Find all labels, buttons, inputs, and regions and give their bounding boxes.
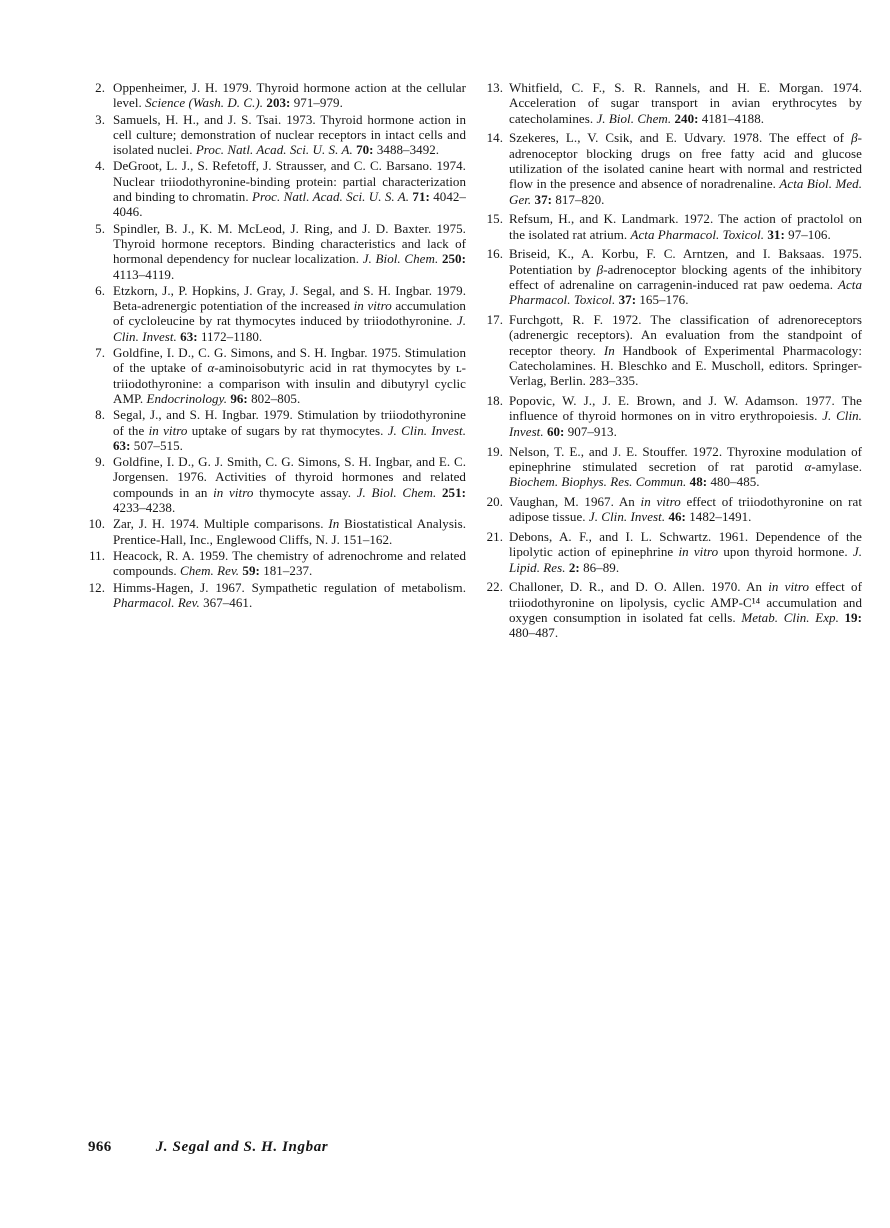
reference-text: Nelson, T. E., and J. E. Stouffer. 1972. Thyroxine modulation of epinephrine stimulated secretion of rat parotid α-amylase. Biochem. Biophys. Res. Commun. 48: 480–485.	[509, 443, 862, 490]
reference-text: Briseid, K., A. Korbu, F. C. Arntzen, and I. Baksaas. 1975. Potentiation by β-adrenoceptor blocking agents of the inhibitory effect of adrenaline on carragenin-induced rat paw oedema. Acta Pharmacol. Toxicol. 37: 165–176.	[509, 246, 862, 308]
reference-entry	[88, 221, 466, 282]
reference-text: DeGroot, L. J., S. Refetoff, J. Strausser, and C. C. Barsano. 1974. Nuclear triiodothyronine-binding protein: partial characterization and binding to chromatin. Proc. Natl. Acad. Sci. U. S. A. 71: 4042–4046.	[113, 158, 466, 220]
reference-text: Goldfine, I. D., G. J. Smith, C. G. Simons, S. H. Ingbar, and E. C. Jorgensen. 1976. Activities of thyroid hormones and related compounds in an in vitro thymocyte assay. J. Biol. Chem. 251: 4233–4238.	[113, 454, 466, 516]
reference-number: 14.	[486, 130, 503, 146]
reference-number: 6.	[95, 282, 105, 298]
reference-number: 18.	[486, 393, 503, 409]
references-column-right	[484, 80, 862, 645]
reference-entry	[484, 579, 862, 640]
reference-number: 4.	[95, 158, 105, 174]
reference-entry	[88, 454, 466, 515]
reference-text: Popovic, W. J., J. E. Brown, and J. W. Adamson. 1977. The influence of thyroid hormones on in vitro erythropoiesis. J. Clin. Invest. 60: 907–913.	[509, 393, 862, 439]
reference-entry	[88, 580, 466, 611]
reference-entry	[88, 345, 466, 406]
reference-entry	[484, 312, 862, 388]
reference-number: 2.	[95, 80, 105, 95]
reference-entry	[484, 494, 862, 525]
reference-entry	[88, 283, 466, 344]
reference-text: Spindler, B. J., K. M. McLeod, J. Ring, and J. D. Baxter. 1975. Thyroid hormone receptors. Binding characteristics and lack of hormonal dependency for nuclear localization. J. Biol. Chem. 250: 4113–4119.	[113, 220, 466, 282]
reference-text: Oppenheimer, J. H. 1979. Thyroid hormone action at the cellular level. Science (Wash. D. C.). 203: 971–979.	[113, 80, 466, 111]
reference-number: 20.	[486, 493, 503, 509]
reference-text: Whitfield, C. F., S. R. Rannels, and H. E. Morgan. 1974. Acceleration of sugar transport in avian erythrocytes by catecholamines. J. Biol. Chem. 240: 4181–4188.	[509, 80, 862, 126]
reference-text: Debons, A. F., and I. L. Schwartz. 1961. Dependence of the lipolytic action of epinephrine in vitro upon thyroid hormone. J. Lipid. Res. 2: 86–89.	[509, 529, 862, 575]
reference-text: Zar, J. H. 1974. Multiple comparisons. In Biostatistical Analysis. Prentice-Hall, Inc., Englewood Cliffs, N. J. 151–162.	[113, 516, 467, 547]
reference-text: Goldfine, I. D., C. G. Simons, and S. H. Ingbar. 1975. Stimulation of the uptake of α-aminoisobutyric acid in rat thymocytes by ʟ-triiodothyronine: a comparison with insulin and dibutyryl cyclic AMP. Endocrinology. 96: 802–805.	[113, 345, 467, 406]
reference-entry	[88, 407, 466, 453]
reference-text: Etzkorn, J., P. Hopkins, J. Gray, J. Segal, and S. H. Ingbar. 1979. Beta-adrenergic potentiation of the increased in vitro accumulation of cycloleucine by rat thymocytes induced by triiodothyronine. J. Clin. Invest. 63: 1172–1180.	[113, 282, 466, 344]
reference-text: Samuels, H. H., and J. S. Tsai. 1973. Thyroid hormone action in cell culture; demonstration of nuclear receptors in intact cells and isolated nuclei. Proc. Natl. Acad. Sci. U. S. A. 70: 3488–3492.	[113, 111, 466, 158]
reference-number: 22.	[486, 579, 503, 595]
reference-text: Segal, J., and S. H. Ingbar. 1979. Stimulation by triiodothyronine of the in vitro uptake of sugars by rat thymocytes. J. Clin. Invest. 63: 507–515.	[113, 407, 466, 453]
reference-entry	[484, 393, 862, 439]
reference-number: 8.	[95, 407, 105, 423]
reference-text: Refsum, H., and K. Landmark. 1972. The action of practolol on the isolated rat atrium. Acta Pharmacol. Toxicol. 31: 97–106.	[509, 211, 862, 242]
reference-entry	[484, 211, 862, 242]
reference-text: Himms-Hagen, J. 1967. Sympathetic regulation of metabolism. Pharmacol. Rev. 367–461.	[113, 579, 466, 610]
reference-number: 10.	[88, 516, 105, 532]
reference-number: 21.	[486, 529, 503, 545]
reference-text: Furchgott, R. F. 1972. The classification of adrenoreceptors (adrenergic receptors). An evaluation from the standpoint of receptor theory. In Handbook of Experimental Pharmacology: Catecholamines. H. Bleschko and E. Muscholl, editors. Springer-Verlag, Berlin. 283–335.	[509, 312, 862, 389]
reference-entry	[88, 158, 466, 219]
reference-number: 7.	[95, 345, 105, 361]
reference-number: 17.	[486, 312, 503, 328]
reference-entry	[484, 130, 862, 206]
page-footer	[88, 1138, 328, 1156]
reference-entry	[484, 246, 862, 307]
reference-entry	[484, 444, 862, 490]
running-title: J. Segal and S. H. Ingbar	[155, 1139, 329, 1155]
reference-number: 19.	[486, 443, 503, 459]
reference-entry	[88, 80, 466, 111]
reference-number: 11.	[89, 547, 105, 563]
page-number: 966	[88, 1139, 112, 1155]
reference-number: 12.	[88, 579, 105, 595]
reference-entry	[484, 529, 862, 575]
reference-number: 13.	[486, 80, 503, 95]
reference-text: Challoner, D. R., and D. O. Allen. 1970. An in vitro effect of triiodothyronine on lipolysis, cyclic AMP-C¹⁴ accumulation and oxygen consumption in isolated fat cells. Metab. Clin. Exp. 19: 480–487.	[509, 579, 862, 641]
reference-number: 9.	[95, 454, 105, 470]
reference-text: Szekeres, L., V. Csik, and E. Udvary. 1978. The effect of β-adrenoceptor blocking drugs on free fatty acid and glucose utilization of the isolated canine heart with normal and restricted flow in the presence and absence of noradrenaline. Acta Biol. Med. Ger. 37: 817–820.	[509, 130, 862, 207]
reference-entry	[88, 548, 466, 579]
reference-number: 15.	[486, 211, 503, 227]
reference-text: Vaughan, M. 1967. An in vitro effect of triiodothyronine on rat adipose tissue. J. Clin. Invest. 46: 1482–1491.	[509, 493, 862, 525]
reference-text: Heacock, R. A. 1959. The chemistry of adrenochrome and related compounds. Chem. Rev. 59: 181–237.	[113, 547, 466, 579]
reference-number: 16.	[486, 246, 503, 262]
reference-entry	[484, 80, 862, 126]
reference-entry	[88, 112, 466, 158]
references-column-left	[88, 80, 466, 611]
reference-number: 5.	[95, 220, 105, 236]
reference-number: 3.	[95, 111, 105, 127]
reference-entry	[88, 516, 466, 547]
